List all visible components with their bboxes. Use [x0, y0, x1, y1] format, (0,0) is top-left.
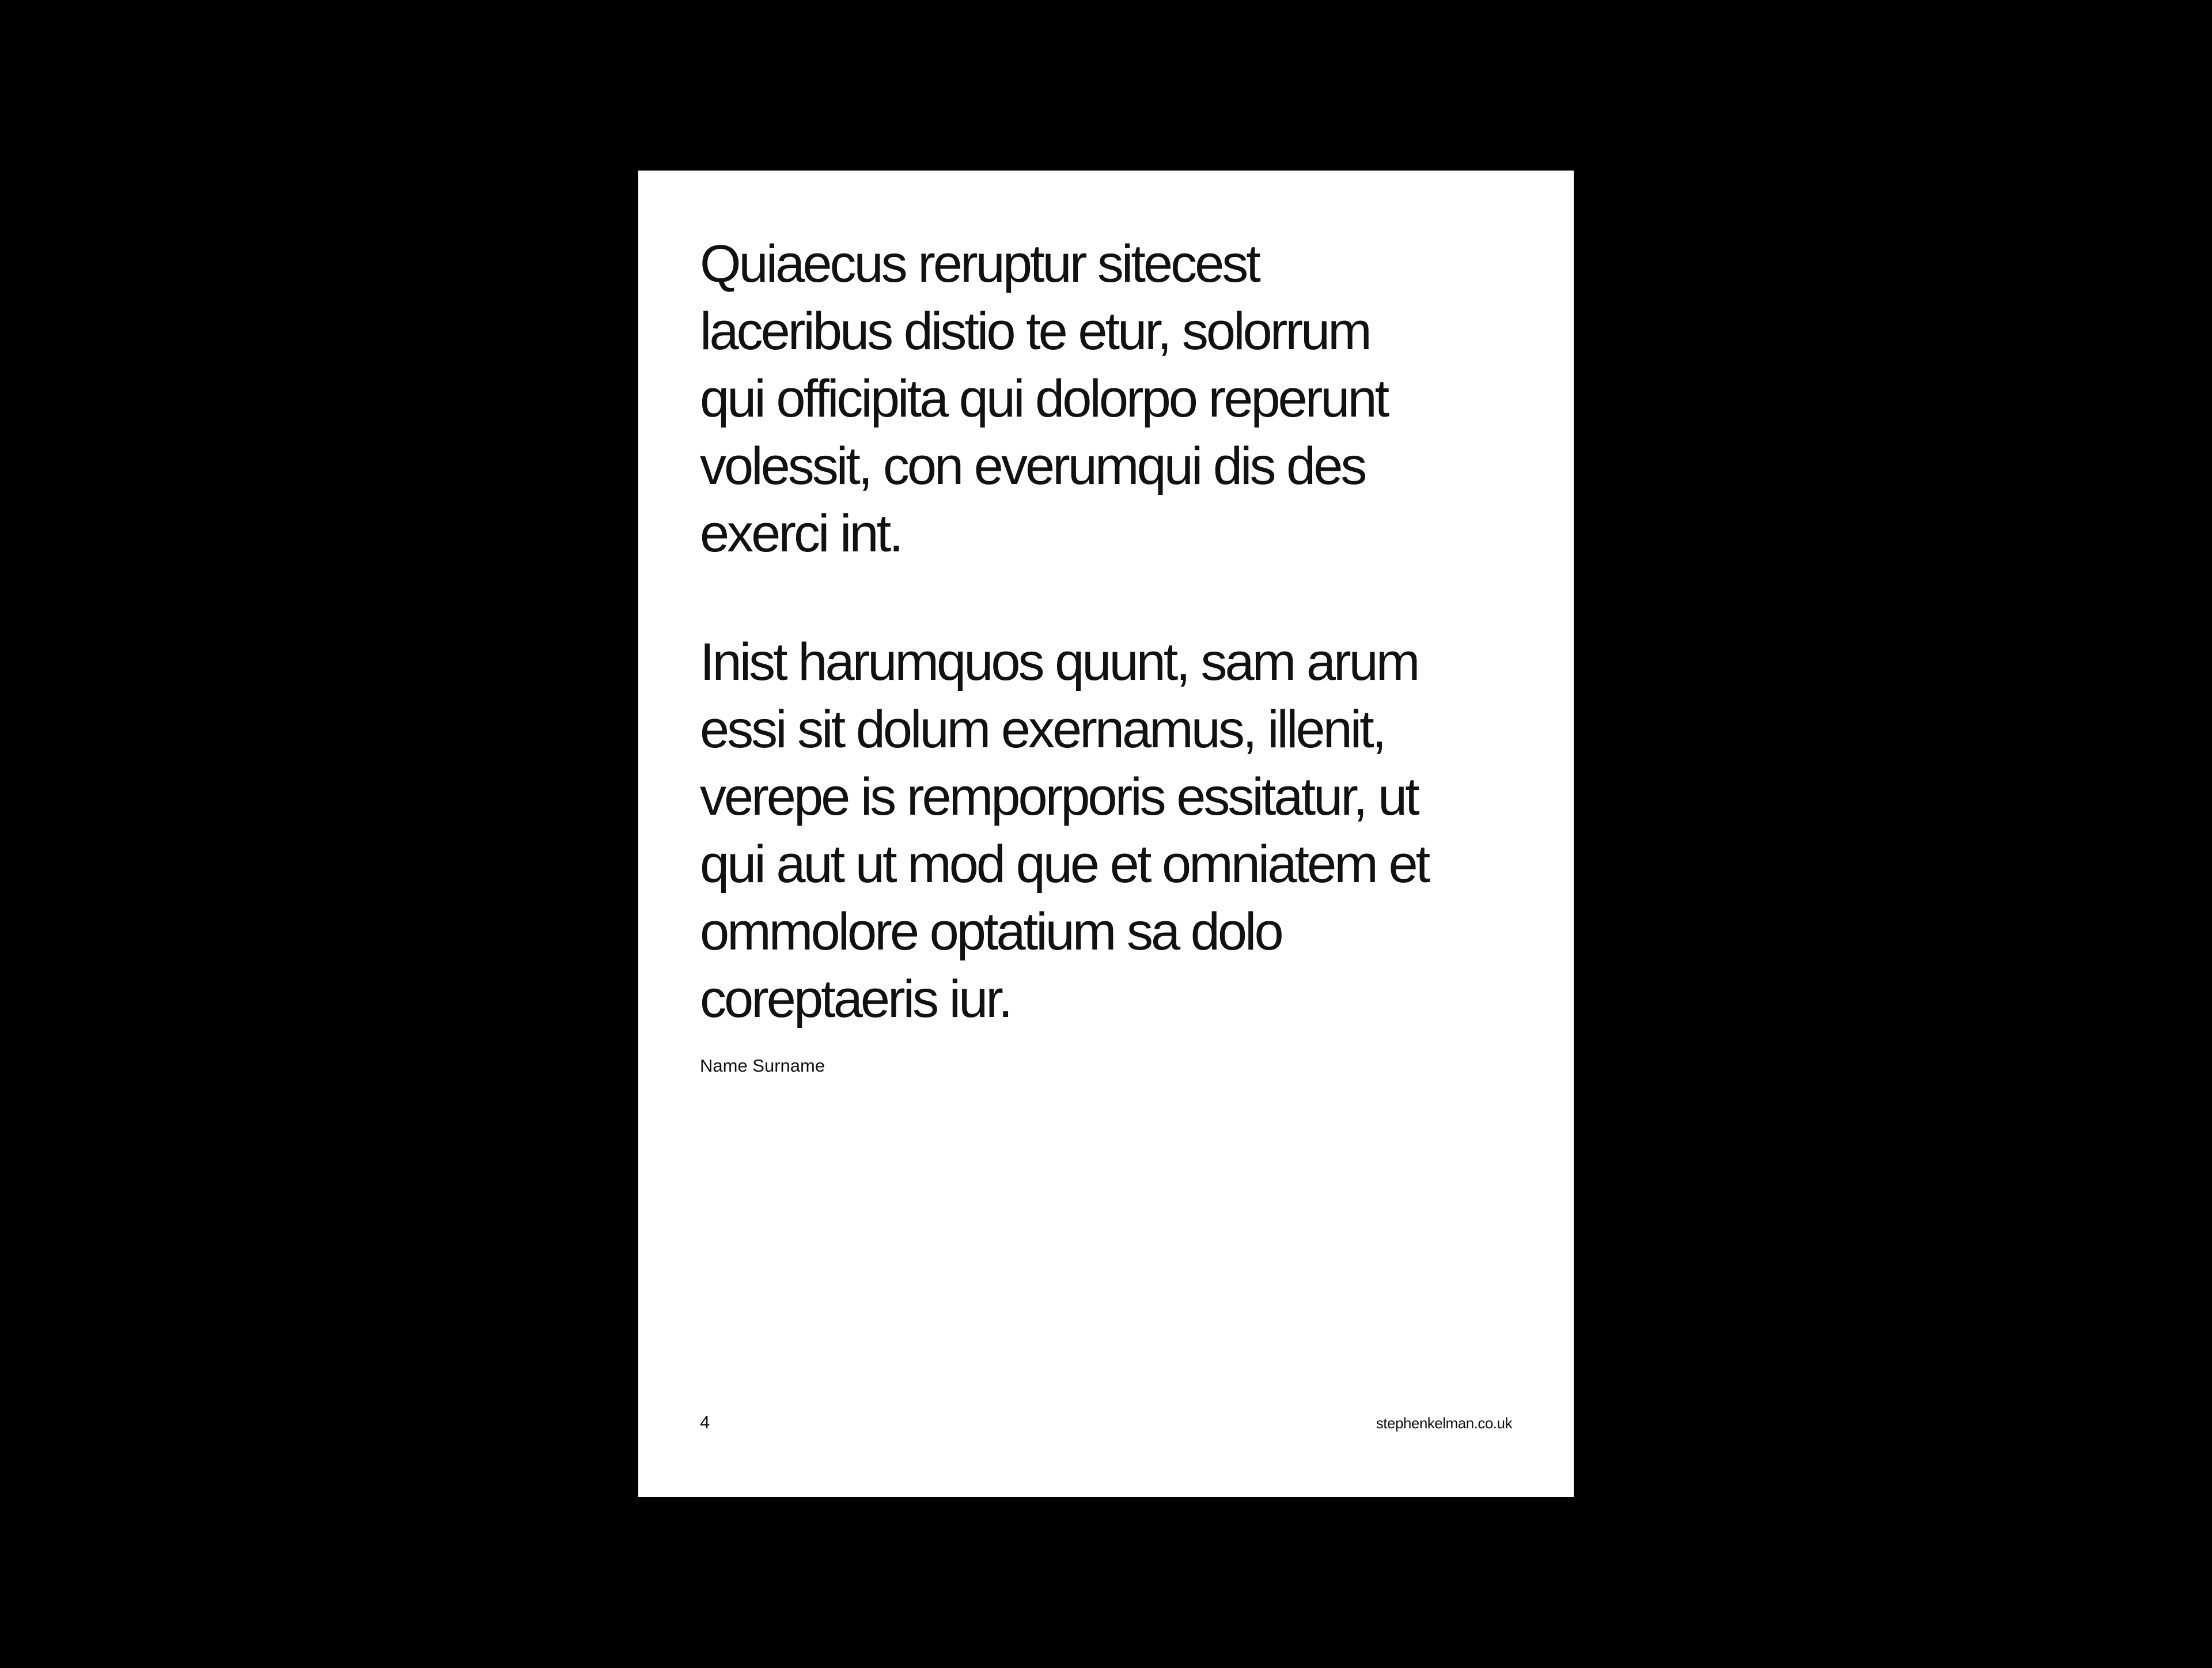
website-url: stephenkelman.co.uk	[1376, 1414, 1512, 1432]
paragraph-line: exerci int.	[700, 504, 902, 563]
paragraph-line: Inist harumquos quunt, sam arum	[700, 633, 1418, 691]
paragraph-line: verepe is remporporis essitatur, ut	[700, 767, 1418, 826]
author-name: Name Surname	[700, 1056, 825, 1076]
paragraph-line: qui aut ut mod que et omniatem et	[700, 835, 1429, 894]
page-number: 4	[700, 1412, 710, 1432]
paragraph-line: qui officipita qui dolorpo reperunt	[700, 369, 1388, 428]
paragraph-2	[700, 629, 1535, 1033]
paragraph-line: coreptaeris iur.	[700, 970, 1011, 1028]
document-page	[638, 171, 1574, 1497]
paragraph-line: laceribus distio te etur, solorrum	[700, 302, 1370, 361]
paragraph-line: ommolore optatium sa dolo	[700, 902, 1282, 961]
paragraph-line: volessit, con everumqui dis des	[700, 437, 1365, 496]
paragraph-1	[700, 230, 1535, 568]
paragraph-line: essi sit dolum exernamus, illenit,	[700, 700, 1385, 759]
paragraph-line: Quiaecus reruptur sitecest	[700, 234, 1259, 293]
